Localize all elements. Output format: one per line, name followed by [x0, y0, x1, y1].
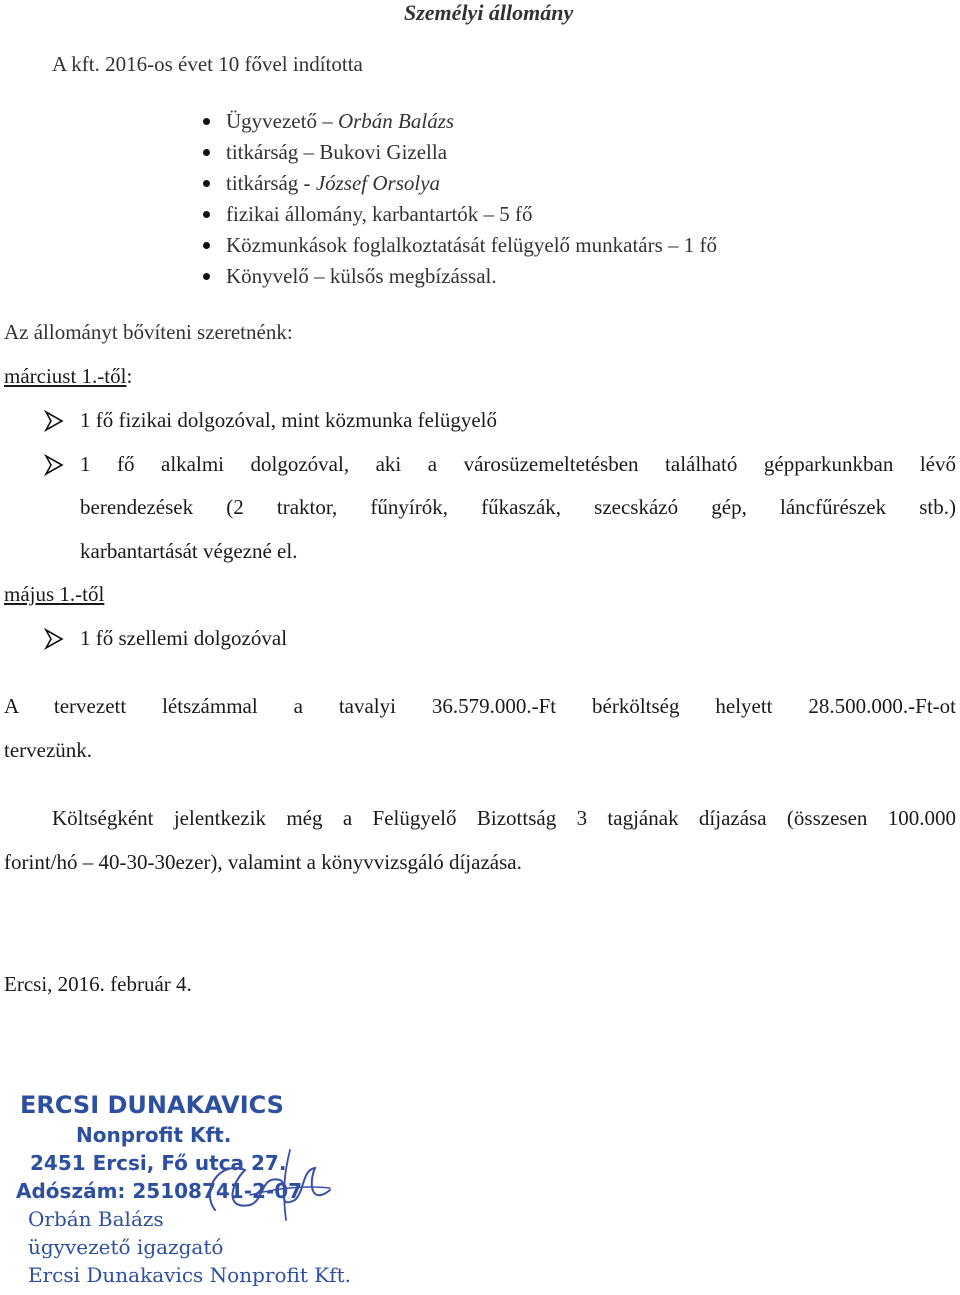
stamp-tax-number: Adószám: 25108741-2-07	[16, 1179, 303, 1203]
staff-text: Közmunkások foglalkoztatását felügyelő munkatárs – 1 fő	[226, 233, 718, 257]
company-stamp	[10, 1085, 410, 1295]
staff-name: Orbán Balázs	[337, 109, 455, 133]
date-place: Ercsi, 2016. február 4.	[4, 972, 192, 996]
stamp-title: ügyvezető igazgató	[28, 1235, 224, 1259]
march-colon: :	[126, 364, 133, 388]
stamp-company-name: ERCSI DUNAKAVICS	[20, 1091, 284, 1119]
march-item: 1 fő alkalmi dolgozóval, aki a városüzemeltetésben található gépparkunkban lévő	[80, 452, 956, 476]
staff-role: titkárság –	[226, 140, 320, 164]
staff-role: Ügyvezető –	[226, 109, 338, 133]
may-label: május 1.-től	[4, 582, 105, 606]
staff-item	[200, 138, 717, 169]
staff-item	[200, 262, 717, 293]
signature-icon	[190, 1140, 340, 1240]
payroll-line: tervezünk.	[4, 738, 93, 762]
march-label	[4, 362, 132, 390]
march-item-cont: karbantartását végezné el.	[80, 539, 298, 563]
arrow-bullet-icon	[44, 410, 64, 432]
staff-name: Bukovi Gizella	[319, 140, 448, 164]
staff-text: fizikai állomány, karbantartók – 5 fő	[226, 202, 533, 226]
intro-text: A kft. 2016-os évet 10 fővel indította	[52, 52, 363, 76]
may-item: 1 fő szellemi dolgozóval	[80, 626, 288, 650]
staff-item	[200, 231, 717, 262]
staff-item	[200, 169, 717, 200]
march-item-cont: berendezések (2 traktor, fűnyírók, fűkaszák, szecskázó gép, láncfűrészek stb.)	[80, 495, 956, 519]
march-item: 1 fő fizikai dolgozóval, mint közmunka felügyelő	[80, 408, 497, 432]
expand-intro: Az állományt bővíteni szeretnénk:	[4, 320, 293, 344]
stamp-address: 2451 Ercsi, Fő utca 27.	[30, 1151, 287, 1175]
staff-item	[200, 200, 717, 231]
stamp-company-full: Ercsi Dunakavics Nonprofit Kft.	[28, 1263, 351, 1287]
staff-role: titkárság -	[226, 171, 316, 195]
staff-name: József Orsolya	[315, 171, 441, 195]
costs-line: Költségként jelentkezik még a Felügyelő Bizottság 3 tagjának díjazása (összesen 100.000	[52, 806, 956, 830]
staff-list	[200, 107, 717, 293]
staff-text: Könyvelő – külsős megbízással.	[226, 264, 497, 288]
march-date: márciust 1.-től	[4, 364, 127, 388]
payroll-line: A tervezett létszámmal a tavalyi 36.579.000.-Ft bérköltség helyett 28.500.000.-Ft-ot	[4, 694, 956, 718]
costs-line: forint/hó – 40-30-30ezer), valamint a könyvvizsgáló díjazása.	[4, 850, 522, 874]
staff-item	[200, 107, 717, 138]
stamp-person: Orbán Balázs	[28, 1207, 164, 1231]
stamp-company-type: Nonprofit Kft.	[76, 1123, 232, 1147]
arrow-bullet-icon	[44, 628, 64, 650]
arrow-bullet-icon	[44, 454, 64, 476]
page-heading: Személyi állomány	[404, 0, 574, 25]
